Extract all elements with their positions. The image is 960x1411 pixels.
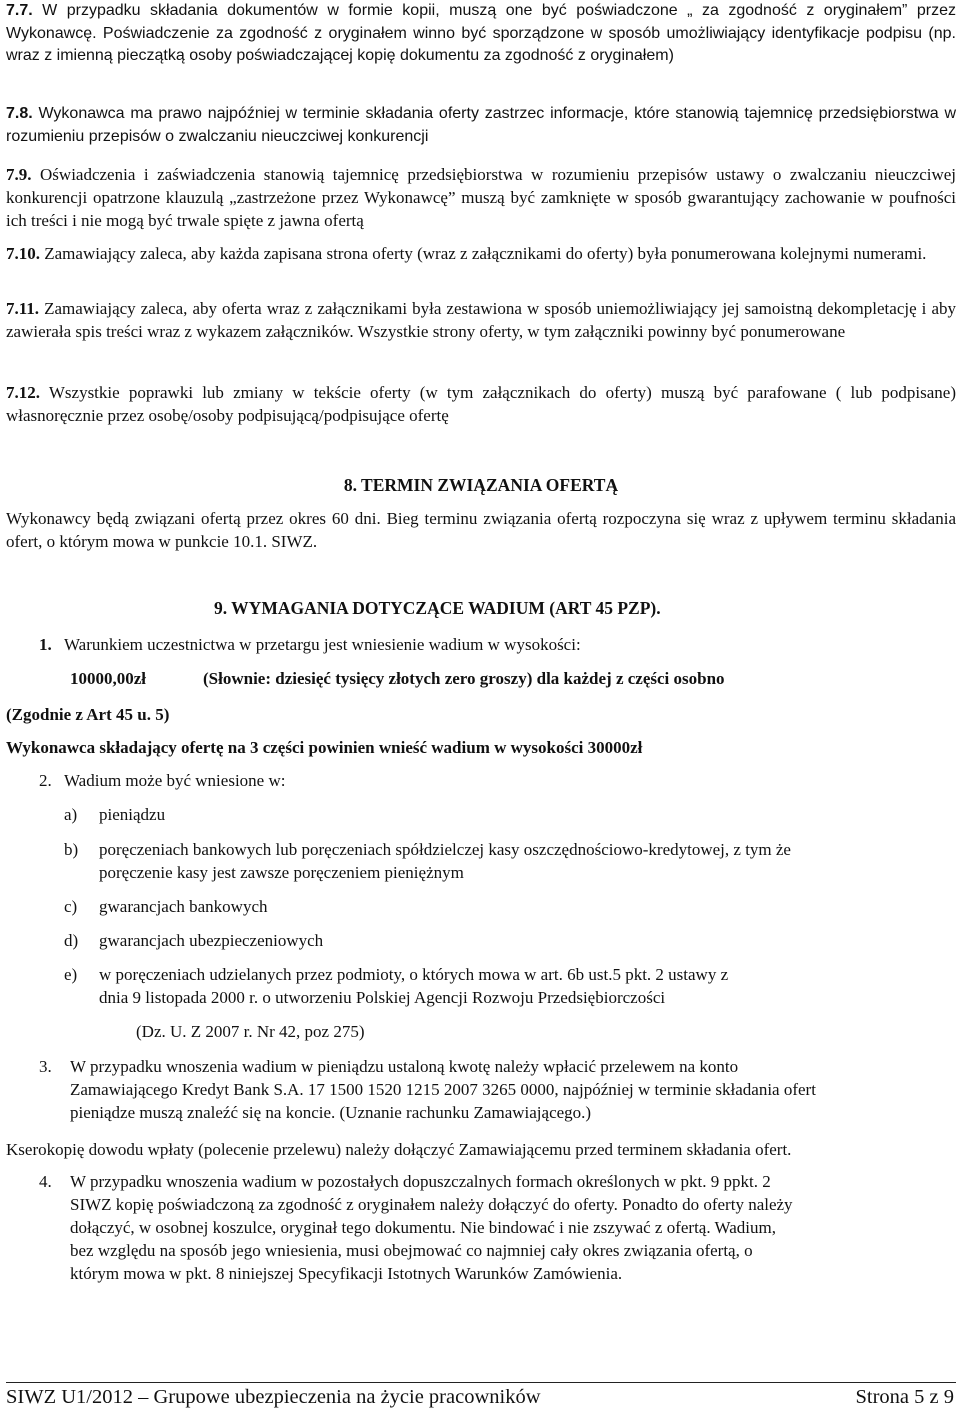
form-text: poręczeniach bankowych lub poręczeniach spółdzielczej kasy oszczędnościowo-kredytowej, z tym że: [99, 840, 791, 859]
paragraph-text: Oświadczenia i zaświadczenia stanowią tajemnicę przedsiębiorstwa w rozumieniu przepisów ustawy o zwalczaniu nieuczciwej konkurencji opatrzone klauzulą „zastrzeżone przez Wykonawcę” muszą być zamknięte w sposób gwarantujący zachowanie w poufności ich treści i nie mogą być trwale spięte z jawna ofertą: [6, 165, 957, 230]
paragraph-number: 7.10.: [6, 244, 40, 263]
item-line-5: którym mowa w pkt. 8 niniejszej Specyfikacji Istotnych Warunków Zamówienia.: [70, 1264, 623, 1283]
form-text: w poręczeniach udzielanych przez podmioty, o których mowa w art. 6b ust.5 pkt. 2 ustawy z: [99, 965, 729, 984]
form-text-continued: dnia 9 listopada 2000 r. o utworzeniu Polskiej Agencji Rozwoju Przedsiębiorczości: [99, 988, 666, 1007]
paragraph-7-8: [6, 103, 956, 148]
item-line-1: W przypadku wnoszenia wadium w pieniądzu ustaloną kwotę należy wpłacić przelewem na konto: [70, 1057, 739, 1076]
wadium-item-3: [39, 1055, 954, 1125]
paragraph-number: 7.8.: [6, 105, 33, 122]
wadium-amount-words: (Słownie: dziesięć tysięcy złotych zero groszy) dla każdej z części osobno: [203, 669, 725, 688]
paragraph-text: Wykonawca ma prawo najpóźniej w terminie składania oferty zastrzec informacje, które stanowią tajemnicę przedsiębiorstwa w rozumieniu przepisów o zwalczaniu nieuczciwej konkurencji: [6, 105, 956, 145]
item-number: 1.: [39, 635, 52, 654]
form-e: [64, 963, 954, 1043]
section-8-heading: 8. TERMIN ZWIĄZANIA OFERTĄ: [343, 475, 619, 495]
art-reference: (Zgodnie z Art 45 u. 5): [6, 705, 170, 724]
wadium-item-4: [39, 1170, 954, 1288]
section-8-text: Wykonawcy będą związani ofertą przez okres 60 dni. Bieg terminu związania ofertą rozpoczyna się wraz z upływem terminu składania ofert, o którym mowa w punkcie 10.1. SIWZ.: [6, 509, 956, 551]
footer-document-title: SIWZ U1/2012 – Grupowe ubezpieczenia na życie pracowników: [6, 1386, 541, 1408]
paragraph-text: W przypadku składania dokumentów w formie kopii, muszą one być poświadczone „ za zgodność z oryginałem” przez Wykonawcę. Poświadczenie za zgodność z oryginałem winno być sporządzone w sposób umożliwiający identyfikacje podpisu (np. wraz z imienną pieczątką osoby poświadczającej kopię dokumentu za zgodność z oryginałem): [6, 2, 956, 64]
paragraph-number: 7.7.: [6, 2, 33, 19]
three-parts-note: Wykonawca składający ofertę na 3 części powinien wnieść wadium w wysokości 30000zł: [6, 738, 643, 757]
wadium-amount: 10000,00zł: [70, 669, 147, 688]
item-number: 3.: [39, 1057, 52, 1076]
item-line-4: bez względu na sposób jego wniesienia, musi obejmować co najmniej cały okres związania ofertą, o: [70, 1241, 753, 1260]
form-text: gwarancjach bankowych: [99, 897, 268, 916]
form-label: d): [64, 931, 79, 950]
form-text-reference: (Dz. U. Z 2007 r. Nr 42, poz 275): [136, 1022, 365, 1041]
section-9-heading-text: 9. WYMAGANIA DOTYCZĄCE WADIUM (ART 45 PZP).: [214, 598, 661, 618]
item-line-3: dołączyć, w osobnej koszulce, oryginał tego dokumentu. Nie bindować i nie zszywać z ofertą. Wadium,: [70, 1218, 776, 1237]
form-label: b): [64, 840, 79, 859]
item-text: Wadium może być wniesione w:: [64, 771, 286, 790]
paragraph-text: Zamawiający zaleca, aby każda zapisana strona oferty (wraz z załącznikami do oferty) była ponumerowana kolejnymi numerami.: [44, 244, 927, 263]
paragraph-number: 7.12.: [6, 383, 40, 402]
form-b: [64, 838, 954, 884]
item-line-1: W przypadku wnoszenia wadium w pozostałych dopuszczalnych formach określonych w pkt. 9 ppkt. 2: [70, 1172, 771, 1191]
paragraph-text: Wszystkie poprawki lub zmiany w tekście oferty (w tym załącznikach do oferty) muszą być parafowane ( lub podpisane) własnoręcznie przez osobę/osoby podpisującą/podpisujące ofertę: [6, 383, 956, 425]
paragraph-7-12: [6, 381, 956, 427]
paragraph-7-7: [6, 0, 956, 68]
item-line-2: SIWZ kopię poświadczoną za zgodność z oryginałem należy dołączyć do oferty. Ponadto do oferty należy: [70, 1195, 793, 1214]
item-line-3: pieniądze muszą znaleźć się na koncie. (Uznanie rachunku Zamawiającego.): [70, 1103, 592, 1122]
paragraph-7-11: [6, 297, 956, 343]
paragraph-7-9: [6, 163, 956, 232]
paragraph-7-10: [6, 242, 956, 265]
form-label: a): [64, 805, 78, 824]
paragraph-text: Zamawiający zaleca, aby oferta wraz z załącznikami była zestawiona w sposób uniemożliwiający jej samoistną dekompletację i aby zawierała spis treści wraz z wykazem załączników. Wszystkie strony oferty, w tym załączniki powinny być ponumerowane: [6, 299, 956, 341]
form-text-continued: poręczenie kasy jest zawsze poręczeniem pieniężnym: [99, 863, 464, 882]
item-number: 4.: [39, 1172, 52, 1191]
item-text: Warunkiem uczestnictwa w przetargu jest wniesienie wadium w wysokości:: [64, 635, 581, 654]
footer-divider: [6, 1382, 956, 1383]
form-text: pieniądzu: [99, 805, 166, 824]
item-line-2: Zamawiającego Kredyt Bank S.A. 17 1500 1520 1215 2007 3265 0000, najpóźniej w terminie składania ofert: [70, 1080, 816, 1099]
form-label: c): [64, 897, 78, 916]
paragraph-number: 7.9.: [6, 165, 32, 184]
item-number: 2.: [39, 771, 52, 790]
paragraph-number: 7.11.: [6, 299, 40, 318]
form-text: gwarancjach ubezpieczeniowych: [99, 931, 324, 950]
form-label: e): [64, 965, 78, 984]
transfer-copy-note: Kserokopię dowodu wpłaty (polecenie przelewu) należy dołączyć Zamawiającemu przed terminem składania ofert.: [6, 1140, 792, 1159]
footer-page-number: Strona 5 z 9: [855, 1386, 954, 1408]
